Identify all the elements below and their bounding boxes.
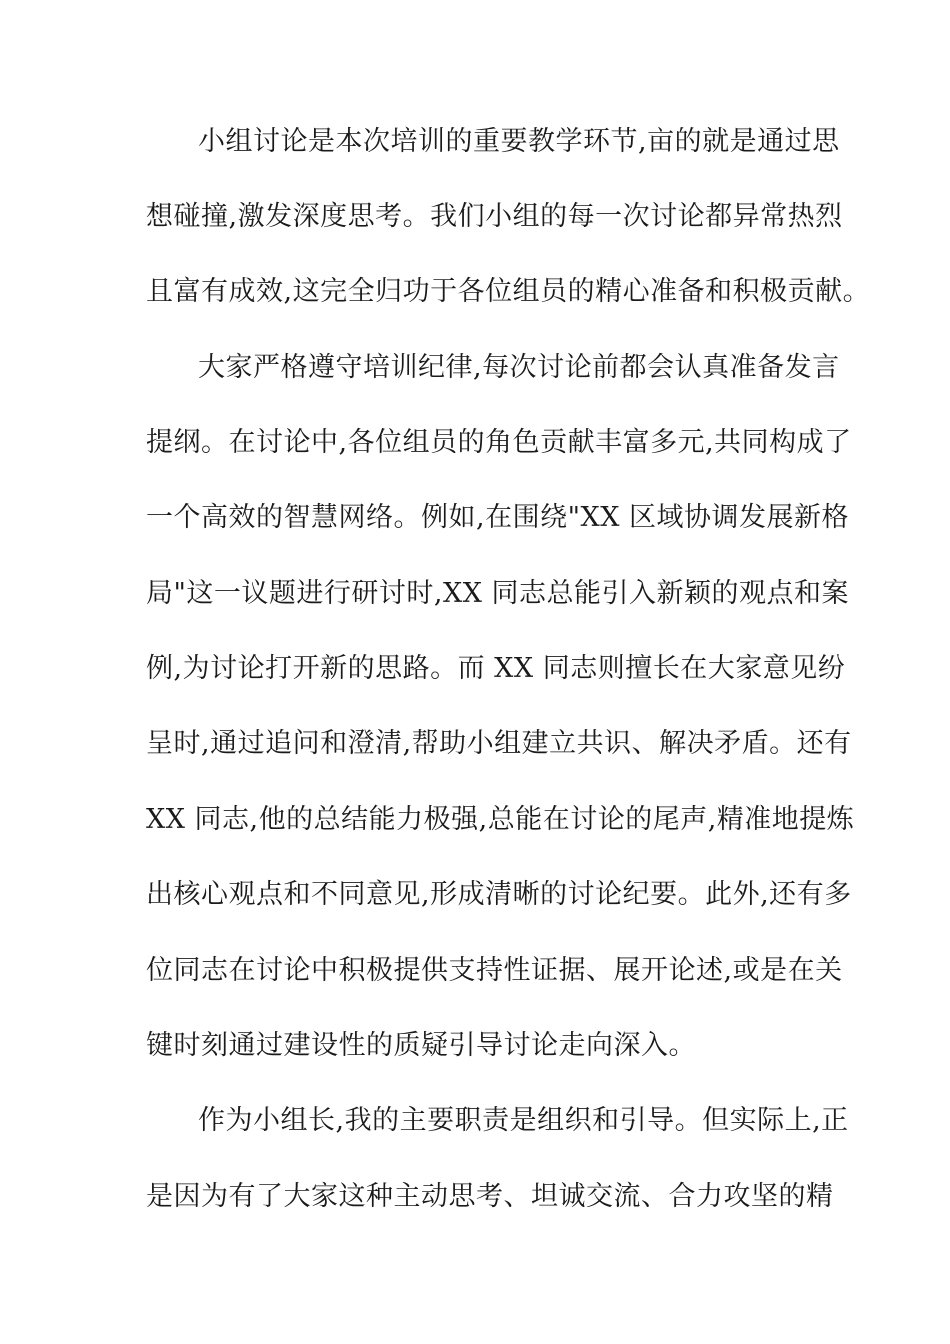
paragraph-3-line-2: 是因为有了大家这种主动思考、坦诚交流、合力攻坚的精 — [146, 1181, 834, 1212]
paragraph-1-line-2: 想碰撞,激发深度思考。我们小组的每一次讨论都异常热烈 — [146, 201, 843, 232]
paragraph-2-line-7: XX 同志,他的总结能力极强,总能在讨论的尾声,精准地提炼 — [146, 804, 855, 835]
paragraph-2-line-2: 提纲。在讨论中,各位组员的角色贡献丰富多元,共同构成了 — [146, 427, 852, 458]
paragraph-2-line-6: 呈时,通过追问和澄清,帮助小组建立共识、解决矛盾。还有 — [146, 728, 852, 759]
paragraph-2-line-3: 一个高效的智慧网络。例如,在围绕"XX 区域协调发展新格 — [146, 502, 850, 533]
paragraph-1-line-3: 且富有成效,这完全归功于各位组员的精心准备和积极贡献。 — [146, 276, 871, 307]
paragraph-2-line-5: 例,为讨论打开新的思路。而 XX 同志则擅长在大家意见纷 — [146, 653, 846, 684]
paragraph-2-line-9: 位同志在讨论中积极提供支持性证据、展开论述,或是在关 — [146, 955, 843, 986]
paragraph-2-line-1: 大家严格遵守培训纪律,每次讨论前都会认真准备发言 — [198, 352, 840, 383]
paragraph-2-line-10: 键时刻通过建设性的质疑引导讨论走向深入。 — [146, 1030, 696, 1061]
paragraph-1-line-1: 小组讨论是本次培训的重要教学环节,亩的就是通过思 — [198, 126, 840, 157]
paragraph-2-line-8: 出核心观点和不同意见,形成清晰的讨论纪要。此外,还有多 — [146, 879, 852, 910]
paragraph-2-line-4: 局"这一议题进行研讨时,XX 同志总能引入新颖的观点和案 — [146, 578, 850, 609]
paragraph-3-line-1: 作为小组长,我的主要职责是组织和引导。但实际上,正 — [198, 1105, 849, 1136]
